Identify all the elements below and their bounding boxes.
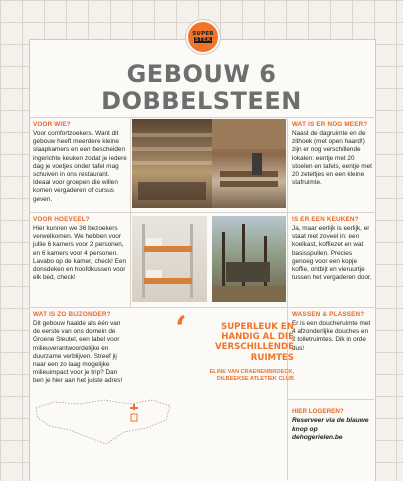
section-heading: WASSEN & PLASSEN? xyxy=(292,311,365,318)
divider xyxy=(29,212,374,213)
divider xyxy=(130,117,131,307)
section-heading: VOOR WIE? xyxy=(33,121,71,128)
divider xyxy=(287,117,288,480)
cta-heading: HIER LOGEREN? xyxy=(292,408,344,415)
location-pin-icon xyxy=(130,404,138,421)
section-body: Dit gebouw haalde als één van de eerste van ons domein de Groene Sleutel, een label voor milieuverantwoordelijke en duurzame verblijven. Streef jij naar een zo laag mogelijke milieuimpact voor je trip? Dan ben je hier aan het juiste adres! xyxy=(33,320,123,385)
page-title-line-2: DOBBELSTEEN xyxy=(101,87,302,115)
section-voor-hoeveel xyxy=(33,216,127,282)
quote-author: ELINE VAN CRAENENBROECK, xyxy=(209,369,294,375)
testimonial-quote: SUPERLEUK EN HANDIG AL DIE VERSCHILLENDE RUIMTES xyxy=(214,322,294,363)
section-body: Naast de dagruimte en de zithoek (met open haard!) zijn er nog verschillende lokalen: eentje met 20 stoelen en tafels, eentje met 20 zeteltjes en een kleine stafruimte. xyxy=(292,130,372,187)
divider xyxy=(287,399,374,400)
quote-attribution xyxy=(178,369,294,383)
section-heading: WAT IS ER NOG MEER? xyxy=(292,121,368,128)
quote-org: DILBEEKSE ATLETIEK CLUB xyxy=(216,376,294,382)
section-heading: IS ER EEN KEUKEN? xyxy=(292,216,359,223)
section-body: Hier kunnen we 36 bezoekers verwelkomen. We hebben voor jullie 6 kamers voor 2 personen, en 6 kamers voor 4 personen. Lavabo op de kamer, check! Een donsdeken en hoofdkussen voor elk bed, check! xyxy=(33,225,127,282)
domain-map xyxy=(34,388,174,448)
badge-line-1: SUPER xyxy=(192,31,214,37)
page-title-line-1: GEBOUW 6 xyxy=(126,60,277,88)
section-heading: VOOR HOEVEEL? xyxy=(33,216,90,223)
cta-body[interactable]: Reserveer via de blauwe knop op dehogerielen.be xyxy=(292,417,369,442)
section-body: Ja, maar eerlijk is eerlijk, er staat niet zoveel in: een koelkast, koffiezet en wat basisspullen. Precies genoeg voor een kopje koffie, ontbijt en vieruurtje tussen het vergaderen door. xyxy=(292,225,372,282)
section-voor-wie xyxy=(33,121,127,204)
quote-mark: ‘ xyxy=(175,309,187,349)
section-wassen-en-plassen xyxy=(292,311,372,353)
photo-bunk-beds xyxy=(132,216,207,302)
photo-restaurant xyxy=(132,119,212,208)
booking-callout xyxy=(292,408,370,443)
section-body: Er is een doucheruimte met 4 afzonderlijke douches en 2 toiletruimtes. Dik in orde dus! xyxy=(292,320,371,352)
superstek-badge xyxy=(186,20,220,54)
section-heading: WAT IS ZO BIJZONDER? xyxy=(33,311,111,318)
section-wat-is-er-nog-meer xyxy=(292,121,372,187)
section-body: Voor comfortzoekers. Want dit gebouw heeft meerdere kleine slaapkamers en een bescheiden ingerichte keuken zodat je iedere dag je voetjes onder tafel mag schuiven in ons restaurant. Ideaal voor groepen die willen komen vergaderen of cursus geven. xyxy=(33,130,127,203)
badge-line-2: STEK xyxy=(194,37,212,43)
section-is-er-een-keuken xyxy=(292,216,372,282)
divider xyxy=(29,117,374,118)
photo-exterior xyxy=(212,216,286,302)
section-wat-is-zo-bijzonder xyxy=(33,311,127,386)
divider xyxy=(29,307,374,308)
photo-lounge xyxy=(212,119,286,208)
